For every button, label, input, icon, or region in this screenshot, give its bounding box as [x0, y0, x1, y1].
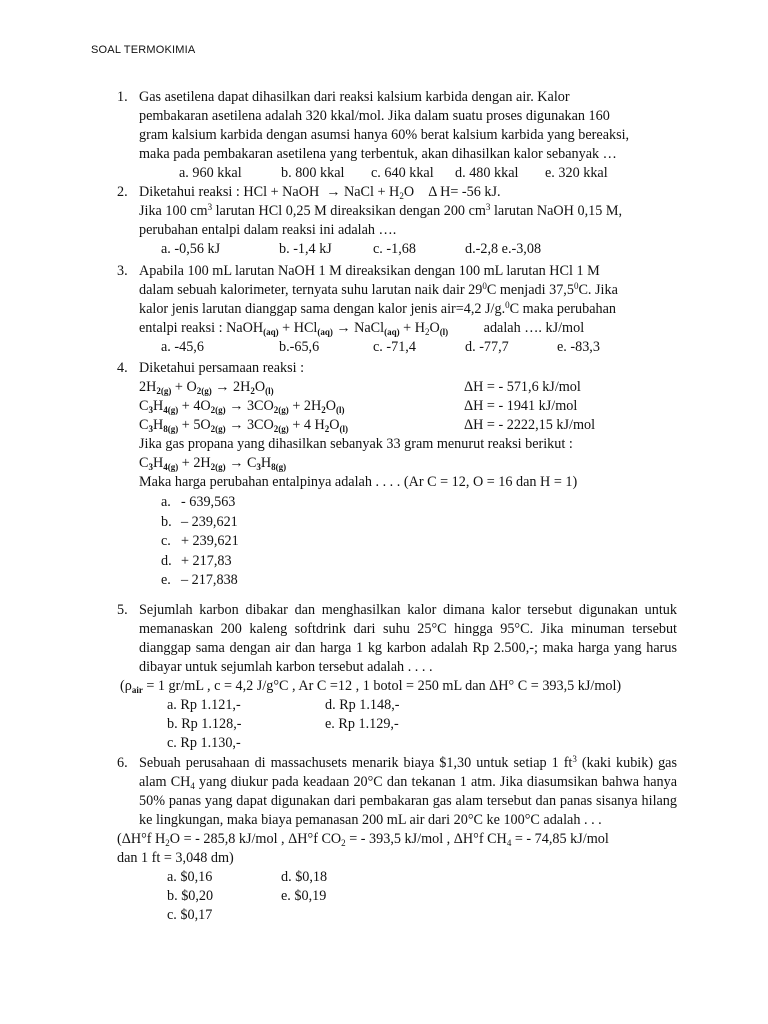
el: H	[152, 398, 164, 414]
option-a: a. Rp 1.121,-	[167, 697, 241, 713]
reaction-equation-1	[139, 378, 677, 397]
option-d: d.-2,8 e.-3,08	[465, 241, 542, 257]
subscript: 4	[163, 462, 168, 472]
enthalpy-value: ΔH = - 1941 kJ/mol	[464, 398, 578, 414]
subscript: 2	[424, 327, 430, 337]
superscript: 0	[573, 281, 579, 291]
arrow-icon: →	[229, 455, 244, 471]
text: = 1 gr/mL , c = 4,2 J/g°C , Ar C =12 , 1 botol = 250 mL dan ΔH° C = 393,5 kJ/mol)	[142, 678, 622, 694]
coef: 3	[246, 417, 255, 433]
question-5	[117, 601, 677, 753]
option-b: b. Rp 1.128,-	[167, 716, 242, 732]
el: O	[325, 398, 336, 414]
enthalpy-value: ΔH = - 2222,15 kJ/mol	[464, 417, 596, 433]
option-a: a. $0,16	[167, 869, 213, 885]
superscript: 3	[207, 202, 213, 212]
option-letter: d.	[161, 552, 172, 569]
el: C	[254, 398, 264, 414]
subscript: (aq)	[317, 327, 333, 337]
option-a: a. -0,56 kJ	[161, 241, 221, 257]
option-c: c. $0,17	[167, 907, 213, 923]
option-value: – 217,838	[181, 572, 238, 588]
question-text-line: Gas asetilena dapat dihasilkan dari reaksi kalsium karbida dengan air. Kalor	[139, 89, 570, 105]
question-text: Sejumlah karbon dibakar dan menghasilkan kalor dimana kalor tersebut digunakan untuk memanaskan 200 kaleng softdrink dari suhu 25°C hingga 95°C. Jika minuman tersebut dianggap sama dengan air dan harga 1 kg karbon adalah Rp 2.500,-; maka harga yang harus dibayar untuk sejumlah karbon tersebut adalah . . . .	[139, 602, 677, 675]
el: H	[152, 417, 164, 433]
plus: +	[178, 417, 194, 433]
given-data	[117, 677, 702, 696]
el: C	[139, 398, 149, 414]
question-number: 5.	[117, 602, 128, 618]
answer-options	[139, 715, 677, 734]
text: Sebuah perusahaan di massachusets menarik biaya $1,30 untuk setiap 1 ft	[139, 755, 573, 771]
option-e: e. -83,3	[557, 339, 600, 355]
subscript: 8	[271, 462, 276, 472]
coef: 2	[232, 379, 241, 395]
option-letter: b.	[161, 513, 172, 530]
option-a: a. 960 kkal	[179, 165, 242, 181]
reaction-line	[139, 319, 677, 338]
coef: 4	[193, 398, 201, 414]
subscript: (aq)	[384, 327, 400, 337]
subscript: (g)	[275, 462, 287, 472]
enthalpy-value: ΔH = - 571,6 kJ/mol	[464, 379, 581, 395]
coef: 2	[303, 398, 311, 414]
arrow-icon: →	[326, 184, 341, 200]
option-b: b. $0,20	[167, 888, 214, 904]
coef: 2	[139, 379, 147, 395]
option-e: e. Rp 1.129,-	[325, 716, 399, 732]
option-value: + 217,83	[181, 552, 232, 569]
arrow-icon: →	[229, 398, 244, 414]
coef: 4	[303, 417, 311, 433]
el: H	[310, 398, 322, 414]
subscript: (g)	[278, 405, 289, 415]
text: entalpi reaksi : NaOH	[139, 320, 264, 336]
text: Jika 100 cm	[139, 203, 208, 219]
text: larutan NaOH 0,15 M,	[490, 203, 623, 219]
option-d: d. $0,18	[281, 869, 328, 885]
answer-options	[139, 240, 677, 259]
text: C menjadi 37,5	[486, 282, 574, 298]
coef: 3	[246, 398, 255, 414]
text: NaCl	[354, 320, 385, 336]
text: = - 393,5 kJ/mol , ΔH°f CH	[345, 831, 507, 847]
question-text-line: Apabila 100 mL larutan NaOH 1 M direaksikan dengan 100 mL larutan HCl 1 M	[139, 263, 600, 279]
subscript: (g)	[215, 462, 226, 472]
plus: +	[178, 398, 194, 414]
superscript: 0	[482, 281, 487, 291]
el: H	[200, 455, 211, 471]
subscript: (l)	[339, 424, 349, 434]
el: H	[146, 379, 157, 395]
text: C maka perubahan	[509, 301, 617, 317]
option-a: a. -45,6	[161, 339, 204, 355]
option-letter: e.	[161, 572, 171, 588]
subscript: 3	[256, 462, 261, 472]
reaction-equation-3	[139, 416, 677, 435]
question-6	[117, 754, 677, 925]
answer-options	[161, 493, 677, 591]
el: O	[186, 379, 197, 395]
subscript: 4	[506, 838, 512, 848]
el: C	[246, 455, 257, 471]
el: O	[200, 398, 211, 414]
question-1	[117, 88, 677, 183]
target-reaction	[139, 454, 677, 473]
option-value: – 239,621	[181, 513, 238, 530]
option-b: b. -1,4 kJ	[279, 241, 332, 257]
text: C. Jika	[578, 282, 618, 298]
option-letter: a.	[161, 494, 171, 510]
subscript: 2	[210, 462, 216, 472]
subscript: (g)	[160, 386, 172, 396]
option-c: c. 640 kkal	[371, 165, 434, 181]
superscript: 3	[572, 754, 577, 764]
text: kalor jenis larutan dianggap sama dengan kalor jenis air=4,2 J/g.	[139, 301, 506, 317]
reaction-equation-2	[139, 397, 677, 416]
option-b: b.-65,6	[279, 339, 320, 355]
answer-options	[139, 734, 677, 753]
text: + H	[399, 320, 425, 336]
question-number: 4.	[117, 360, 128, 376]
subscript: (l)	[265, 386, 274, 396]
plus: +	[288, 417, 304, 433]
coef: 5	[193, 417, 201, 433]
question-text-line: maka pada pembakaran asetilena yang terbentuk, akan dihasilkan kalor sebanyak …	[139, 146, 617, 162]
el: C	[139, 455, 149, 471]
text: dalam sebuah kalorimeter, ternyata suhu larutan naik dair 29	[139, 282, 483, 298]
option-c: c. -1,68	[373, 241, 416, 257]
question-number: 1.	[117, 89, 128, 105]
text: (ΔH°f H	[117, 831, 166, 847]
option-e	[161, 571, 677, 591]
text: larutan HCl 0,25 M direaksikan dengan 200 cm	[212, 203, 486, 219]
subscript: 2	[250, 386, 255, 396]
subscript: 3	[148, 462, 153, 472]
question-text-line: perubahan entalpi dalam reaksi ini adalah ….	[139, 222, 397, 238]
question-text-line: Maka harga perubahan entalpinya adalah . . . . (Ar C = 12, O = 16 dan H = 1)	[139, 474, 578, 490]
option-value: + 239,621	[181, 533, 239, 549]
el: C	[254, 417, 264, 433]
option-b	[161, 513, 677, 533]
subscript: 2	[165, 838, 170, 848]
answer-options	[139, 906, 677, 925]
el: O	[254, 379, 266, 395]
option-c	[161, 532, 677, 552]
subscript: 2	[210, 405, 216, 415]
subscript: 2	[210, 424, 216, 434]
answer-options	[139, 338, 677, 357]
subscript: 2	[273, 424, 279, 434]
text: (kaki kubik) gas alam CH	[139, 755, 677, 790]
subscript: (g)	[167, 462, 179, 472]
el: H	[260, 455, 272, 471]
subscript: (g)	[167, 424, 179, 434]
subscript: (aq)	[263, 327, 279, 337]
reaction-text: NaCl + H	[344, 184, 400, 200]
question-text-line: gram kalsium karbida dengan asumsi hanya 60% berat kalsium karbida yang bereaksi,	[139, 127, 630, 143]
arrow-icon: →	[215, 379, 230, 395]
subscript: 3	[148, 424, 153, 434]
el: O	[200, 417, 211, 433]
question-text-line: Jika gas propana yang dihasilkan sebanyak 33 gram menurut reaksi berikut :	[139, 436, 573, 452]
question-text-line: Diketahui persamaan reaksi :	[139, 360, 305, 376]
el: H	[314, 417, 325, 433]
reaction-line	[139, 183, 677, 202]
subscript: (l)	[439, 327, 449, 337]
option-e: e. $0,19	[281, 888, 327, 904]
subscript: 2	[196, 386, 202, 396]
option-c: c. -71,4	[373, 339, 416, 355]
question-text	[139, 754, 677, 830]
question-2	[117, 183, 677, 259]
text: = - 74,85 kJ/mol	[511, 831, 609, 847]
enthalpy-value: Δ H= -56 kJ.	[428, 184, 501, 200]
text: adalah …. kJ/mol	[483, 320, 585, 336]
arrow-icon: →	[336, 320, 351, 336]
subscript: (g)	[215, 405, 226, 415]
text: (ρ	[120, 678, 132, 694]
question-number: 2.	[117, 184, 128, 200]
option-d: d. -77,7	[465, 339, 509, 355]
subscript: 2	[321, 405, 326, 415]
superscript: 0	[505, 300, 510, 310]
el: H	[240, 379, 251, 395]
option-a	[161, 493, 677, 513]
question-4	[117, 359, 677, 591]
question-text-line	[139, 281, 677, 300]
subscript: (g)	[215, 424, 226, 434]
question-number: 6.	[117, 755, 128, 771]
reaction-text: Diketahui reaksi : HCl + NaOH	[139, 184, 320, 200]
subscript: 2	[156, 386, 161, 396]
el: C	[139, 417, 149, 433]
coef: 2	[193, 455, 201, 471]
text: yang diukur pada keadaan 20°C dan tekanan 1 atm. Jika diasumsikan bahwa hanya 50% panas yang dapat digunakan dari pembakaran gas alam tersebut dan panas sisanya hilang ke lingkungan, maka biaya pemanasan 200 mL air dari 20°C ke 100°C adalah . . .	[139, 774, 678, 828]
subscript: 2	[399, 191, 404, 201]
option-value: - 639,563	[181, 494, 236, 510]
subscript: 2	[341, 838, 346, 848]
question-text-line: pembakaran asetilena adalah 320 kkal/mol. Jika dalam suatu proses digunakan 160	[139, 108, 610, 124]
el: O	[263, 417, 274, 433]
option-e: e. 320 kkal	[545, 165, 608, 181]
el: O	[329, 417, 340, 433]
subscript: (g)	[201, 386, 212, 396]
answer-options	[139, 887, 677, 906]
question-text-line	[139, 202, 677, 221]
given-data: dan 1 ft = 3,048 dm)	[117, 850, 234, 866]
option-d	[161, 552, 677, 572]
subscript: (g)	[278, 424, 289, 434]
question-number: 3.	[117, 263, 128, 279]
superscript: 3	[485, 202, 491, 212]
subscript: 2	[273, 405, 279, 415]
subscript: 2	[324, 424, 330, 434]
plus: +	[171, 379, 187, 395]
answer-options	[139, 164, 677, 183]
subscript: 3	[148, 405, 153, 415]
option-d: d. 480 kkal	[455, 165, 519, 181]
text: O	[429, 320, 440, 336]
answer-options	[139, 696, 677, 715]
plus: +	[178, 455, 194, 471]
option-b: b. 800 kkal	[281, 165, 345, 181]
plus: +	[288, 398, 304, 414]
subscript: (g)	[167, 405, 179, 415]
question-text-line	[139, 300, 677, 319]
page-title: SOAL TERMOKIMIA	[91, 44, 196, 56]
subscript: 4	[163, 405, 168, 415]
text: + HCl	[278, 320, 318, 336]
option-d: d. Rp 1.148,-	[325, 697, 400, 713]
arrow-icon: →	[229, 417, 244, 433]
el: H	[152, 455, 164, 471]
option-c: c. Rp 1.130,-	[167, 735, 241, 751]
subscript: (l)	[335, 405, 345, 415]
answer-options	[139, 868, 677, 887]
given-data	[117, 830, 699, 849]
subscript: air	[131, 685, 143, 695]
question-3	[117, 262, 677, 357]
text: O = - 285,8 kJ/mol , ΔH°f CO	[169, 831, 342, 847]
reaction-text: O	[403, 184, 415, 200]
el: O	[263, 398, 274, 414]
subscript: 8	[163, 424, 168, 434]
subscript: 4	[190, 781, 195, 791]
option-letter: c.	[161, 533, 171, 549]
